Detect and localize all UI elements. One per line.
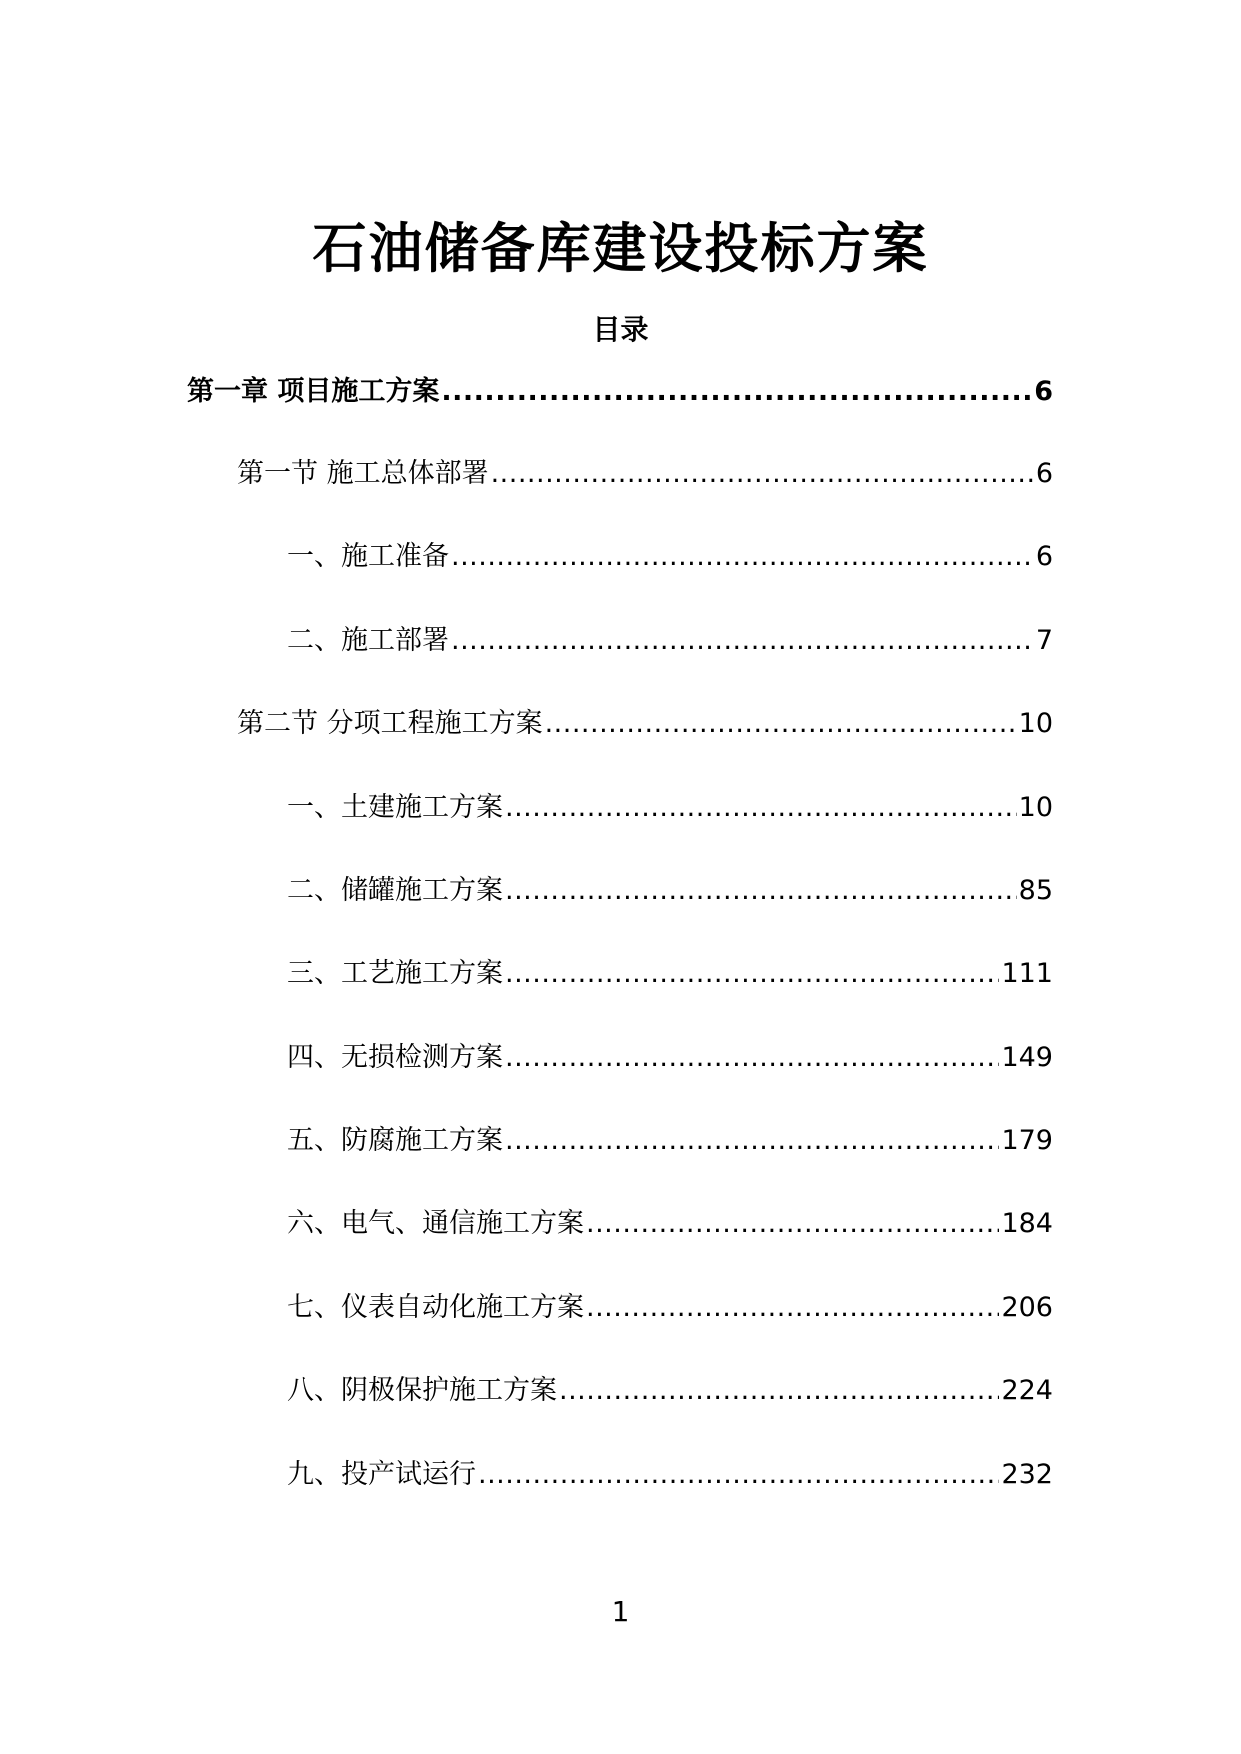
- toc-entry-label: 一、土建施工方案: [287, 792, 503, 823]
- toc-dot-leader: [505, 1121, 999, 1161]
- page-number: 1: [611, 1595, 630, 1628]
- toc-dot-leader: [478, 1455, 999, 1495]
- toc-entry-label: 六、电气、通信施工方案: [287, 1208, 584, 1239]
- toc-entry-commissioning[interactable]: [287, 1455, 1053, 1495]
- toc-dot-leader: [559, 1371, 999, 1411]
- toc-entry-label: 二、储罐施工方案: [287, 875, 503, 906]
- toc-dot-leader: [491, 454, 1034, 494]
- toc-entry-chapter-1[interactable]: [187, 372, 1053, 412]
- toc-entry-page: 232: [1001, 1459, 1053, 1490]
- toc-entry-instrumentation[interactable]: [287, 1288, 1053, 1328]
- toc-entry-construction-prep[interactable]: [287, 537, 1053, 577]
- toc-entry-construction-deployment[interactable]: [287, 621, 1053, 661]
- toc-dot-leader: [586, 1204, 999, 1244]
- toc-entry-page: 6: [1035, 458, 1053, 489]
- toc-dot-leader: [441, 372, 1032, 412]
- toc-entry-label: 三、工艺施工方案: [287, 958, 503, 989]
- toc-entry-page: 85: [1018, 875, 1053, 906]
- toc-entry-cathodic-protection[interactable]: [287, 1371, 1053, 1411]
- toc-entry-page: 10: [1018, 792, 1053, 823]
- toc-entry-ndt[interactable]: [287, 1038, 1053, 1078]
- toc-entry-anticorrosion[interactable]: [287, 1121, 1053, 1161]
- toc-dot-leader: [505, 788, 1017, 828]
- toc-entry-label: 一、施工准备: [287, 541, 449, 572]
- toc-entry-civil-works[interactable]: [287, 788, 1053, 828]
- toc-entry-page: 149: [1001, 1042, 1053, 1073]
- toc-dot-leader: [505, 871, 1017, 911]
- toc-dot-leader: [505, 954, 999, 994]
- toc-entry-label: 第二节 分项工程施工方案: [237, 708, 543, 739]
- toc-entry-section-1[interactable]: [237, 454, 1053, 494]
- toc-entry-label: 八、阴极保护施工方案: [287, 1375, 557, 1406]
- toc-entry-process-works[interactable]: [287, 954, 1053, 994]
- toc-entry-page: 7: [1035, 625, 1053, 656]
- toc-entry-page: 179: [1001, 1125, 1053, 1156]
- toc-entry-page: 224: [1001, 1375, 1053, 1406]
- toc-heading: 目录: [592, 313, 649, 346]
- toc-entry-page: 184: [1001, 1208, 1053, 1239]
- toc-dot-leader: [505, 1038, 999, 1078]
- toc-entry-page: 10: [1018, 708, 1053, 739]
- toc-entry-section-2[interactable]: [237, 704, 1053, 744]
- toc-entry-page: 6: [1035, 541, 1053, 572]
- toc-entry-label: 第一章 项目施工方案: [187, 376, 440, 407]
- toc-entry-label: 二、施工部署: [287, 625, 449, 656]
- document-title: 石油储备库建设投标方案: [312, 217, 929, 281]
- toc-dot-leader: [586, 1288, 999, 1328]
- toc-entry-label: 五、防腐施工方案: [287, 1125, 503, 1156]
- toc-entry-label: 七、仪表自动化施工方案: [287, 1292, 584, 1323]
- toc-dot-leader: [451, 537, 1034, 577]
- toc-entry-label: 九、投产试运行: [287, 1459, 476, 1490]
- toc-entry-page: 6: [1034, 376, 1053, 407]
- toc-dot-leader: [545, 704, 1017, 744]
- toc-entry-storage-tanks[interactable]: [287, 871, 1053, 911]
- toc-entry-label: 第一节 施工总体部署: [237, 458, 489, 489]
- toc-entry-electrical-comms[interactable]: [287, 1204, 1053, 1244]
- toc-entry-page: 111: [1001, 958, 1053, 989]
- toc-entry-label: 四、无损检测方案: [287, 1042, 503, 1073]
- toc-dot-leader: [451, 621, 1034, 661]
- toc-entry-page: 206: [1001, 1292, 1053, 1323]
